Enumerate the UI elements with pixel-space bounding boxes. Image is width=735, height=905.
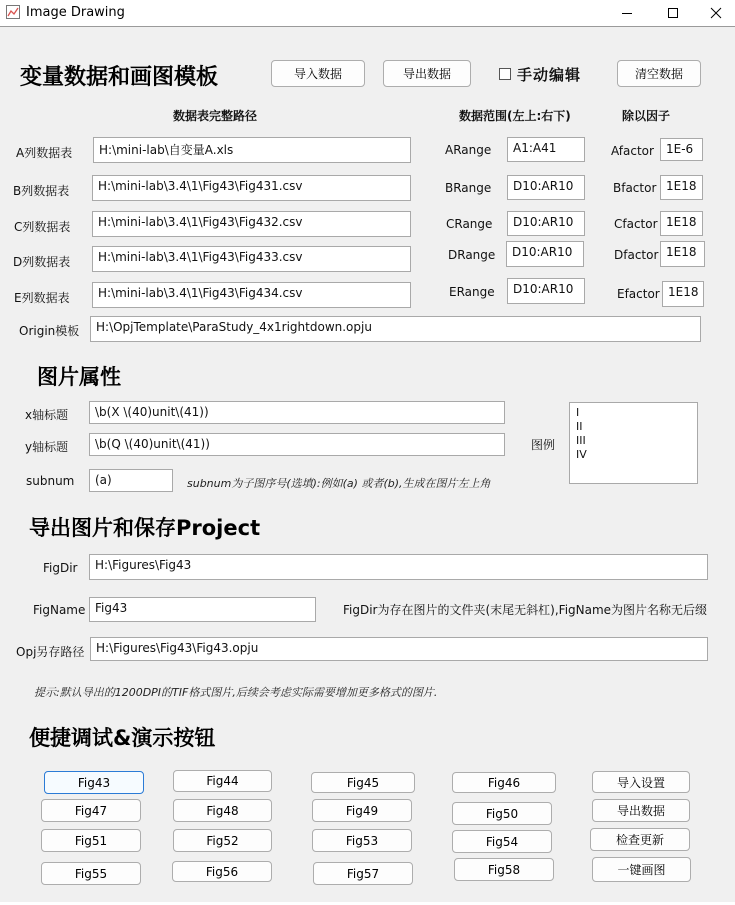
row-b-label: B列数据表 <box>13 184 70 198</box>
window-title: Image Drawing <box>26 5 125 20</box>
figdir-label: FigDir <box>43 561 78 575</box>
fig54-button[interactable]: Fig54 <box>452 830 552 853</box>
legend-item[interactable]: III <box>576 434 586 447</box>
fig44-button[interactable]: Fig44 <box>173 770 272 792</box>
column-header-range: 数据范围(左上:右下) <box>459 109 571 123</box>
row-e-range-label: ERange <box>449 285 495 299</box>
origin-template-label: Origin模板 <box>19 324 80 338</box>
legend-item[interactable]: IV <box>576 448 587 461</box>
row-b-path-input[interactable]: H:\mini-lab\3.4\1\Fig43\Fig431.csv <box>92 175 411 201</box>
xlabel-label: x轴标题 <box>25 408 69 422</box>
fig45-button[interactable]: Fig45 <box>311 772 415 793</box>
subnum-note: subnum为子图序号(选填):例如(a) 或者(b),生成在图片左上角 <box>187 477 491 490</box>
figname-input[interactable]: Fig43 <box>89 597 316 622</box>
one-click-plot-button[interactable]: 一键画图 <box>592 857 691 882</box>
manual-edit-label: 手动编辑 <box>517 66 582 84</box>
row-d-range-input[interactable]: D10:AR10 <box>506 241 584 267</box>
close-icon <box>710 7 722 19</box>
fig43-button[interactable]: Fig43 <box>44 771 144 794</box>
title-divider <box>0 26 735 27</box>
minimize-button[interactable] <box>604 0 650 26</box>
ylabel-label: y轴标题 <box>25 440 69 454</box>
row-c-factor-input[interactable]: 1E18 <box>660 211 703 236</box>
row-a-label: A列数据表 <box>16 146 73 160</box>
minimize-icon <box>621 7 633 19</box>
figname-note: FigDir为存在图片的文件夹(末尾无斜杠),FigName为图片名称无后缀 <box>343 603 708 617</box>
row-c-path-input[interactable]: H:\mini-lab\3.4\1\Fig43\Fig432.csv <box>92 211 411 237</box>
opj-path-label: Opj另存路径 <box>16 645 85 659</box>
fig46-button[interactable]: Fig46 <box>452 772 556 793</box>
check-update-button[interactable]: 检查更新 <box>590 828 690 851</box>
fig55-button[interactable]: Fig55 <box>41 862 141 885</box>
import-settings-button[interactable]: 导入设置 <box>592 771 690 793</box>
fig47-button[interactable]: Fig47 <box>41 799 141 822</box>
section-title-data: 变量数据和画图模板 <box>20 65 219 90</box>
row-d-label: D列数据表 <box>13 255 71 269</box>
fig48-button[interactable]: Fig48 <box>173 799 272 822</box>
figdir-input[interactable]: H:\Figures\Fig43 <box>89 554 708 580</box>
section-title-export: 导出图片和保存Project <box>29 516 261 540</box>
row-e-range-input[interactable]: D10:AR10 <box>507 278 585 304</box>
row-d-factor-label: Dfactor <box>614 248 659 262</box>
fig56-button[interactable]: Fig56 <box>172 861 272 882</box>
row-e-label: E列数据表 <box>14 291 70 305</box>
row-a-range-label: ARange <box>445 143 492 157</box>
export-hint: 提示:默认导出的1200DPI的TIF格式图片,后续会考虑实际需要增加更多格式的图片. <box>34 686 438 699</box>
xlabel-input[interactable]: \b(X \(40)unit\(41)) <box>89 401 505 424</box>
legend-item[interactable]: I <box>576 406 580 419</box>
close-button[interactable] <box>696 0 735 26</box>
legend-listbox[interactable] <box>569 402 698 484</box>
fig53-button[interactable]: Fig53 <box>312 829 412 852</box>
section-title-figure: 图片属性 <box>37 365 121 389</box>
fig49-button[interactable]: Fig49 <box>312 799 412 822</box>
row-d-factor-input[interactable]: 1E18 <box>660 241 705 267</box>
fig51-button[interactable]: Fig51 <box>41 829 141 852</box>
matlab-figure-icon <box>6 5 20 19</box>
fig52-button[interactable]: Fig52 <box>173 829 272 852</box>
maximize-icon <box>667 7 679 19</box>
legend-item[interactable]: II <box>576 420 583 433</box>
row-e-factor-input[interactable]: 1E18 <box>662 281 704 307</box>
figname-label: FigName <box>33 603 86 617</box>
row-c-range-label: CRange <box>446 217 493 231</box>
manual-edit-checkbox[interactable] <box>499 68 511 80</box>
fig58-button[interactable]: Fig58 <box>454 858 554 881</box>
subnum-label: subnum <box>26 474 75 488</box>
row-a-path-input[interactable]: H:\mini-lab\自变量A.xls <box>93 137 411 163</box>
column-header-factor: 除以因子 <box>622 109 671 123</box>
row-d-range-label: DRange <box>448 248 496 262</box>
row-a-range-input[interactable]: A1:A41 <box>507 137 585 162</box>
ylabel-input[interactable]: \b(Q \(40)unit\(41)) <box>89 433 505 456</box>
row-e-path-input[interactable]: H:\mini-lab\3.4\1\Fig43\Fig434.csv <box>92 282 411 308</box>
export-data-button[interactable]: 导出数据 <box>383 60 471 87</box>
row-b-range-input[interactable]: D10:AR10 <box>507 175 585 200</box>
section-title-quick: 便捷调试&演示按钮 <box>29 726 216 750</box>
row-c-factor-label: Cfactor <box>614 217 658 231</box>
legend-label: 图例 <box>531 438 556 452</box>
fig50-button[interactable]: Fig50 <box>452 802 552 825</box>
maximize-button[interactable] <box>650 0 696 26</box>
row-b-range-label: BRange <box>445 181 492 195</box>
row-a-factor-input[interactable]: 1E-6 <box>660 138 703 161</box>
row-b-factor-label: Bfactor <box>613 181 657 195</box>
import-data-button[interactable]: 导入数据 <box>271 60 365 87</box>
row-d-path-input[interactable]: H:\mini-lab\3.4\1\Fig43\Fig433.csv <box>92 246 411 272</box>
origin-template-input[interactable]: H:\OpjTemplate\ParaStudy_4x1rightdown.opju <box>90 316 701 342</box>
clear-data-button[interactable]: 清空数据 <box>617 60 701 87</box>
fig57-button[interactable]: Fig57 <box>313 862 413 885</box>
row-e-factor-label: Efactor <box>617 287 660 301</box>
column-header-path: 数据表完整路径 <box>173 109 258 123</box>
export-data-quick-button[interactable]: 导出数据 <box>592 799 690 822</box>
row-c-label: C列数据表 <box>14 220 71 234</box>
opj-path-input[interactable]: H:\Figures\Fig43\Fig43.opju <box>90 637 708 661</box>
subnum-input[interactable]: (a) <box>89 469 173 492</box>
row-b-factor-input[interactable]: 1E18 <box>660 175 703 200</box>
row-c-range-input[interactable]: D10:AR10 <box>507 211 585 236</box>
row-a-factor-label: Afactor <box>611 144 654 158</box>
